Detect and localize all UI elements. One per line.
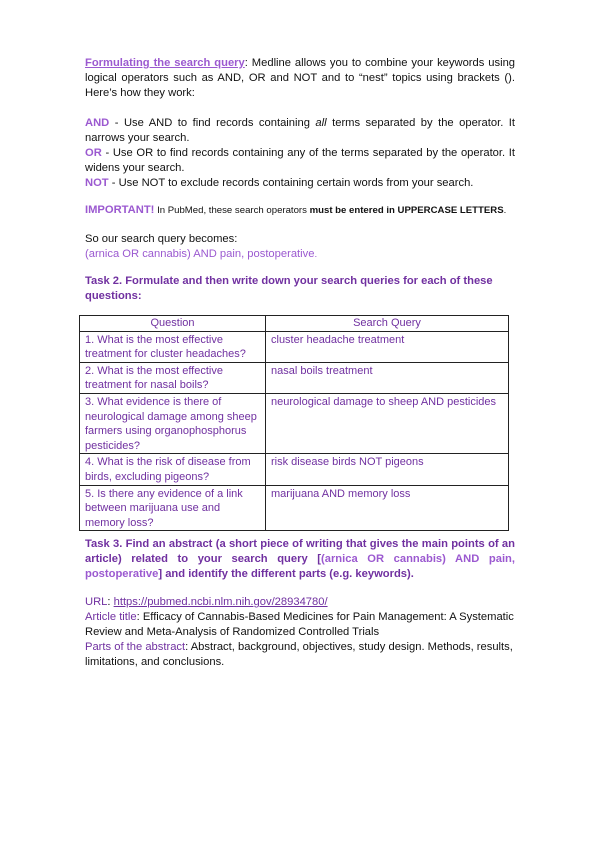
answer-cell: marijuana AND memory loss <box>266 485 509 531</box>
task3-text-end: ] and identify the different parts (e.g. keywords). <box>158 568 414 580</box>
operators-list <box>85 116 515 191</box>
article-title-label: Article title <box>85 611 137 623</box>
operator-text: - Use NOT to exclude records containing certain words from your search. <box>108 177 474 189</box>
important-text: In PubMed, these search operators <box>154 205 310 216</box>
operator-text: - Use OR to find records containing any of the terms separated by the operator. It widens your search. <box>85 147 515 174</box>
operator-not <box>85 176 515 191</box>
operator-key: OR <box>85 147 102 159</box>
article-url-link[interactable]: https://pubmed.ncbi.nlm.nih.gov/28934780/ <box>113 596 328 608</box>
question-cell: 5. Is there any evidence of a link between marijuana use and memory loss? <box>80 485 266 531</box>
abstract-parts-line <box>85 640 515 670</box>
column-header-search-query: Search Query <box>266 316 509 332</box>
operator-and <box>85 116 515 146</box>
table-header-row <box>80 316 509 332</box>
intro-text: : Medline allows you to combine your keywords using logical operators such as AND, OR and NOT and to “nest” topics using brackets (). Here’s how they work: <box>85 57 516 99</box>
important-end: . <box>503 205 507 216</box>
operator-text-end: terms separated by the operator. It narrows your search. <box>85 117 515 144</box>
result-section <box>85 595 515 670</box>
important-emphasis: must be entered in UPPERCASE LETTERS <box>309 205 504 216</box>
abstract-parts-label: Parts of the abstract <box>85 641 186 653</box>
intro-paragraph <box>85 56 515 101</box>
operator-or <box>85 146 515 176</box>
table-row <box>80 393 509 453</box>
query-end: . <box>314 249 318 260</box>
query-value: (arnica OR cannabis) AND pain, postoperative <box>85 248 315 260</box>
answer-cell: risk disease birds NOT pigeons <box>266 454 509 485</box>
table-row <box>80 454 509 485</box>
answer-cell: cluster headache treatment <box>266 331 509 362</box>
table-row <box>80 485 509 531</box>
url-line <box>85 595 515 610</box>
answer-cell: nasal boils treatment <box>266 362 509 393</box>
article-title-line <box>85 610 515 640</box>
url-label: URL <box>85 596 108 608</box>
question-cell: 4. What is the risk of disease from birds, excluding pigeons? <box>80 454 266 485</box>
url-separator: : <box>107 596 114 608</box>
table-row <box>80 362 509 393</box>
question-cell: 1. What is the most effective treatment for cluster headaches? <box>80 331 266 362</box>
operator-text: - Use AND to find records containing <box>109 117 316 129</box>
question-cell: 3. What evidence is there of neurological damage among sheep farmers using organophosphorus pesticides? <box>80 393 266 453</box>
task3-query: (arnica OR cannabis) AND pain, postoperative <box>85 553 515 580</box>
task2-title: Task 2. Formulate and then write down your search queries for each of these questions: <box>85 275 493 302</box>
task3-text-start: Task 3. Find an abstract (a short piece of writing that gives the main points of an article) related to your search query [ <box>85 538 515 565</box>
task3-paragraph <box>85 537 515 582</box>
operator-emphasis: all <box>315 117 327 129</box>
answer-cell: neurological damage to sheep AND pesticides <box>266 393 509 453</box>
column-header-question: Question <box>80 316 266 332</box>
table-row <box>80 331 509 362</box>
intro-heading: Formulating the search query <box>85 57 245 69</box>
query-table <box>79 315 509 531</box>
operator-key: AND <box>85 117 110 129</box>
question-cell: 2. What is the most effective treatment for nasal boils? <box>80 362 266 393</box>
operator-key: NOT <box>85 177 109 189</box>
query-lead: So our search query becomes: <box>85 233 238 245</box>
article-title-value: : Efficacy of Cannabis-Based Medicines for Pain Management: A Systematic Review and Meta-Analysis of Randomized Controlled Trials <box>85 611 514 638</box>
important-note <box>85 203 515 218</box>
important-label: IMPORTANT! <box>85 204 155 216</box>
abstract-parts-value: : Abstract, background, objectives, study design. Methods, results, limitations, and conclusions. <box>85 641 513 668</box>
search-query-section <box>85 232 515 262</box>
